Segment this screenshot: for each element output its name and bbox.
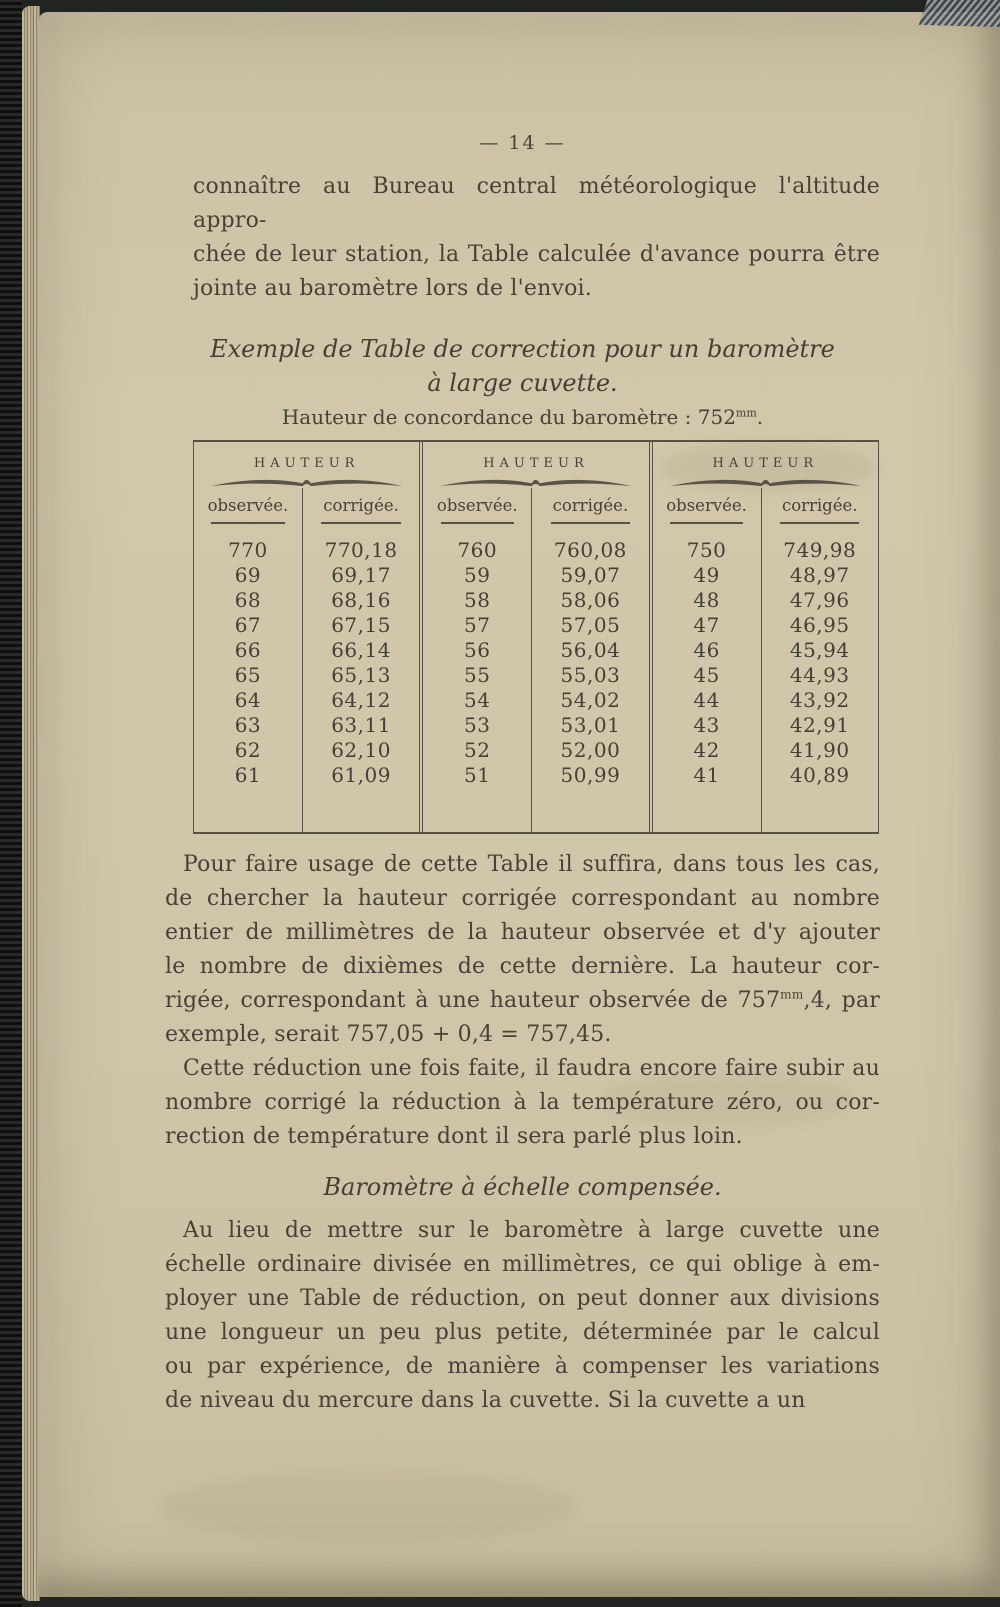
column-observed bbox=[423, 488, 531, 832]
text-line: ployer une Table de réduction, on peut donner aux divisions bbox=[165, 1286, 880, 1311]
table-cell-observed: 42 bbox=[693, 738, 720, 762]
table-cell-corrected: 41,90 bbox=[789, 738, 850, 762]
paragraph-usage bbox=[165, 848, 880, 1052]
text-line: connaître au Bureau central météorologique l'altitude appro- bbox=[193, 174, 880, 233]
table-cell-corrected: 40,89 bbox=[789, 763, 850, 787]
text-line: Au lieu de mettre sur le baromètre à large cuvette une bbox=[183, 1218, 880, 1243]
heading-line: à large cuvette. bbox=[427, 369, 618, 397]
table-cell-corrected: 46,95 bbox=[789, 613, 850, 637]
column-header-corrected: corrigée. bbox=[781, 496, 858, 515]
paragraph-compensated-scale bbox=[165, 1214, 880, 1418]
table-cell-observed: 69 bbox=[234, 563, 262, 587]
text-line: Cette réduction une fois faite, il faudra encore faire subir au bbox=[183, 1056, 880, 1081]
column-corrected bbox=[302, 488, 419, 832]
column-header-observed: observée. bbox=[666, 496, 747, 515]
table-cell-observed: 62 bbox=[234, 738, 262, 762]
table-cell-corrected: 63,11 bbox=[331, 713, 391, 737]
section-heading-table-example bbox=[165, 332, 880, 400]
table-cell-corrected: 770,18 bbox=[324, 538, 398, 562]
table-cell-corrected: 66,14 bbox=[331, 638, 391, 662]
table-cell-observed: 47 bbox=[693, 613, 720, 637]
text-line: jointe au baromètre lors de l'envoi. bbox=[193, 276, 592, 301]
table-cell-corrected: 749,98 bbox=[783, 538, 857, 562]
text-line: le nombre de dixièmes de cette dernière. La hauteur cor- bbox=[165, 954, 880, 979]
page-number: — 14 — bbox=[479, 132, 566, 154]
table-cell-corrected: 45,94 bbox=[789, 638, 850, 662]
table-cell-observed: 65 bbox=[234, 663, 262, 687]
table-cell-corrected: 64,12 bbox=[331, 688, 391, 712]
text-line: de niveau du mercure dans la cuvette. Si la cuvette a un bbox=[165, 1388, 806, 1413]
table-cell-observed: 41 bbox=[693, 763, 720, 787]
column-header-corrected: corrigée. bbox=[323, 496, 399, 515]
table-cell-corrected: 52,00 bbox=[560, 738, 621, 762]
table-cell-corrected: 59,07 bbox=[560, 563, 621, 587]
table-group bbox=[649, 442, 878, 832]
text-line: une longueur un peu plus petite, déterminée par le calcul bbox=[165, 1320, 880, 1345]
table-cell-corrected: 61,09 bbox=[331, 763, 391, 787]
column-data bbox=[653, 524, 761, 832]
table-cell-observed: 48 bbox=[693, 588, 720, 612]
column-data bbox=[194, 524, 302, 832]
paper-smudge bbox=[158, 1472, 578, 1542]
table-cell-observed: 750 bbox=[686, 538, 727, 562]
table-group-header: HAUTEUR bbox=[253, 456, 360, 471]
table-columns bbox=[423, 488, 648, 832]
table-cell-corrected: 53,01 bbox=[560, 713, 621, 737]
text-line: rection de température dont il sera parlé plus loin. bbox=[165, 1124, 743, 1149]
table-columns bbox=[653, 488, 878, 832]
table-cell-observed: 63 bbox=[234, 713, 262, 737]
column-data bbox=[532, 524, 648, 832]
text-line: rigée, correspondant à une hauteur observée de $757^{mm},4$, par bbox=[165, 987, 880, 1013]
table-cell-observed: 53 bbox=[464, 713, 491, 737]
brace-icon bbox=[437, 475, 634, 488]
table-group bbox=[419, 442, 648, 832]
table-cell-observed: 66 bbox=[234, 638, 262, 662]
table-cell-observed: 68 bbox=[234, 588, 262, 612]
table-cell-corrected: 69,17 bbox=[331, 563, 391, 587]
table-cell-observed: 64 bbox=[234, 688, 262, 712]
table-cell-corrected: 65,13 bbox=[331, 663, 391, 687]
table-cell-observed: 67 bbox=[234, 613, 262, 637]
text-line: entier de millimètres de la hauteur observée et d'y ajouter bbox=[165, 920, 880, 945]
table-cell-observed: 44 bbox=[693, 688, 720, 712]
column-corrected bbox=[761, 488, 878, 832]
table-cell-observed: 57 bbox=[464, 613, 491, 637]
spine-tape bbox=[919, 0, 1000, 27]
table-cell-observed: 55 bbox=[464, 663, 491, 687]
table-cell-corrected: 55,03 bbox=[560, 663, 621, 687]
table-cell-observed: 58 bbox=[464, 588, 491, 612]
column-corrected bbox=[531, 488, 648, 832]
column-observed bbox=[653, 488, 761, 832]
concordance-height-note: Hauteur de concordance du baromètre : $752^{mm}$. bbox=[281, 405, 764, 429]
table-cell-corrected: 50,99 bbox=[560, 763, 621, 787]
table-group-header: HAUTEUR bbox=[483, 456, 589, 471]
section-heading-compensated-scale: Baromètre à échelle compensée. bbox=[323, 1173, 722, 1201]
table-cell-corrected: 56,04 bbox=[560, 638, 621, 662]
table-cell-corrected: 43,92 bbox=[789, 688, 850, 712]
page-content bbox=[165, 12, 880, 1418]
table-columns bbox=[194, 488, 419, 832]
text-line: exemple, serait 757,05 + 0,4 = 757,45. bbox=[165, 1022, 612, 1047]
heading-line: Exemple de Table de correction pour un baromètre bbox=[210, 335, 835, 363]
table-cell-observed: 45 bbox=[693, 663, 720, 687]
paragraph-intro bbox=[165, 170, 880, 306]
table-cell-observed: 46 bbox=[693, 638, 720, 662]
text-line: chée de leur station, la Table calculée d'avance pourra être bbox=[193, 242, 880, 267]
table-cell-observed: 760 bbox=[457, 538, 498, 562]
table-cell-observed: 54 bbox=[464, 688, 491, 712]
table-cell-corrected: 48,97 bbox=[789, 563, 850, 587]
table-cell-observed: 56 bbox=[464, 638, 491, 662]
table-cell-corrected: 57,05 bbox=[560, 613, 621, 637]
table-cell-observed: 52 bbox=[464, 738, 491, 762]
correction-table bbox=[193, 440, 879, 834]
brace-icon bbox=[208, 475, 405, 488]
table-cell-observed: 49 bbox=[693, 563, 720, 587]
column-data bbox=[303, 524, 419, 832]
table-cell-observed: 770 bbox=[228, 538, 268, 562]
text-line: ou par expérience, de manière à compenser les variations bbox=[165, 1354, 880, 1379]
text-line: de chercher la hauteur corrigée correspondant au nombre bbox=[165, 886, 880, 911]
column-observed bbox=[194, 488, 302, 832]
table-cell-observed: 43 bbox=[693, 713, 720, 737]
column-data bbox=[423, 524, 531, 832]
table-cell-corrected: 44,93 bbox=[789, 663, 850, 687]
table-cell-corrected: 68,16 bbox=[331, 588, 391, 612]
table-cell-corrected: 760,08 bbox=[553, 538, 627, 562]
table-cell-observed: 51 bbox=[464, 763, 491, 787]
table-group-header: HAUTEUR bbox=[712, 456, 819, 471]
table-cell-corrected: 47,96 bbox=[789, 588, 850, 612]
table-cell-corrected: 67,15 bbox=[331, 613, 391, 637]
column-header-observed: observée. bbox=[207, 496, 289, 515]
text-line: échelle ordinaire divisée en millimètres, ce qui oblige à em- bbox=[165, 1252, 880, 1277]
text-line: Pour faire usage de cette Table il suffira, dans tous les cas, bbox=[183, 852, 880, 877]
book-page bbox=[38, 12, 1000, 1597]
table-cell-corrected: 54,02 bbox=[560, 688, 621, 712]
table-group bbox=[194, 442, 419, 832]
column-header-corrected: corrigée. bbox=[552, 496, 629, 515]
table-cell-observed: 59 bbox=[464, 563, 491, 587]
book-binding bbox=[0, 0, 22, 1607]
table-cell-corrected: 42,91 bbox=[789, 713, 850, 737]
brace-icon bbox=[667, 475, 864, 488]
paragraph-reduction bbox=[165, 1052, 880, 1154]
column-header-observed: observée. bbox=[436, 496, 518, 515]
table-cell-corrected: 62,10 bbox=[331, 738, 391, 762]
table-cell-corrected: 58,06 bbox=[560, 588, 621, 612]
text-line: nombre corrigé la réduction à la température zéro, ou cor- bbox=[165, 1090, 880, 1115]
column-data bbox=[762, 524, 878, 832]
table-cell-observed: 61 bbox=[234, 763, 262, 787]
